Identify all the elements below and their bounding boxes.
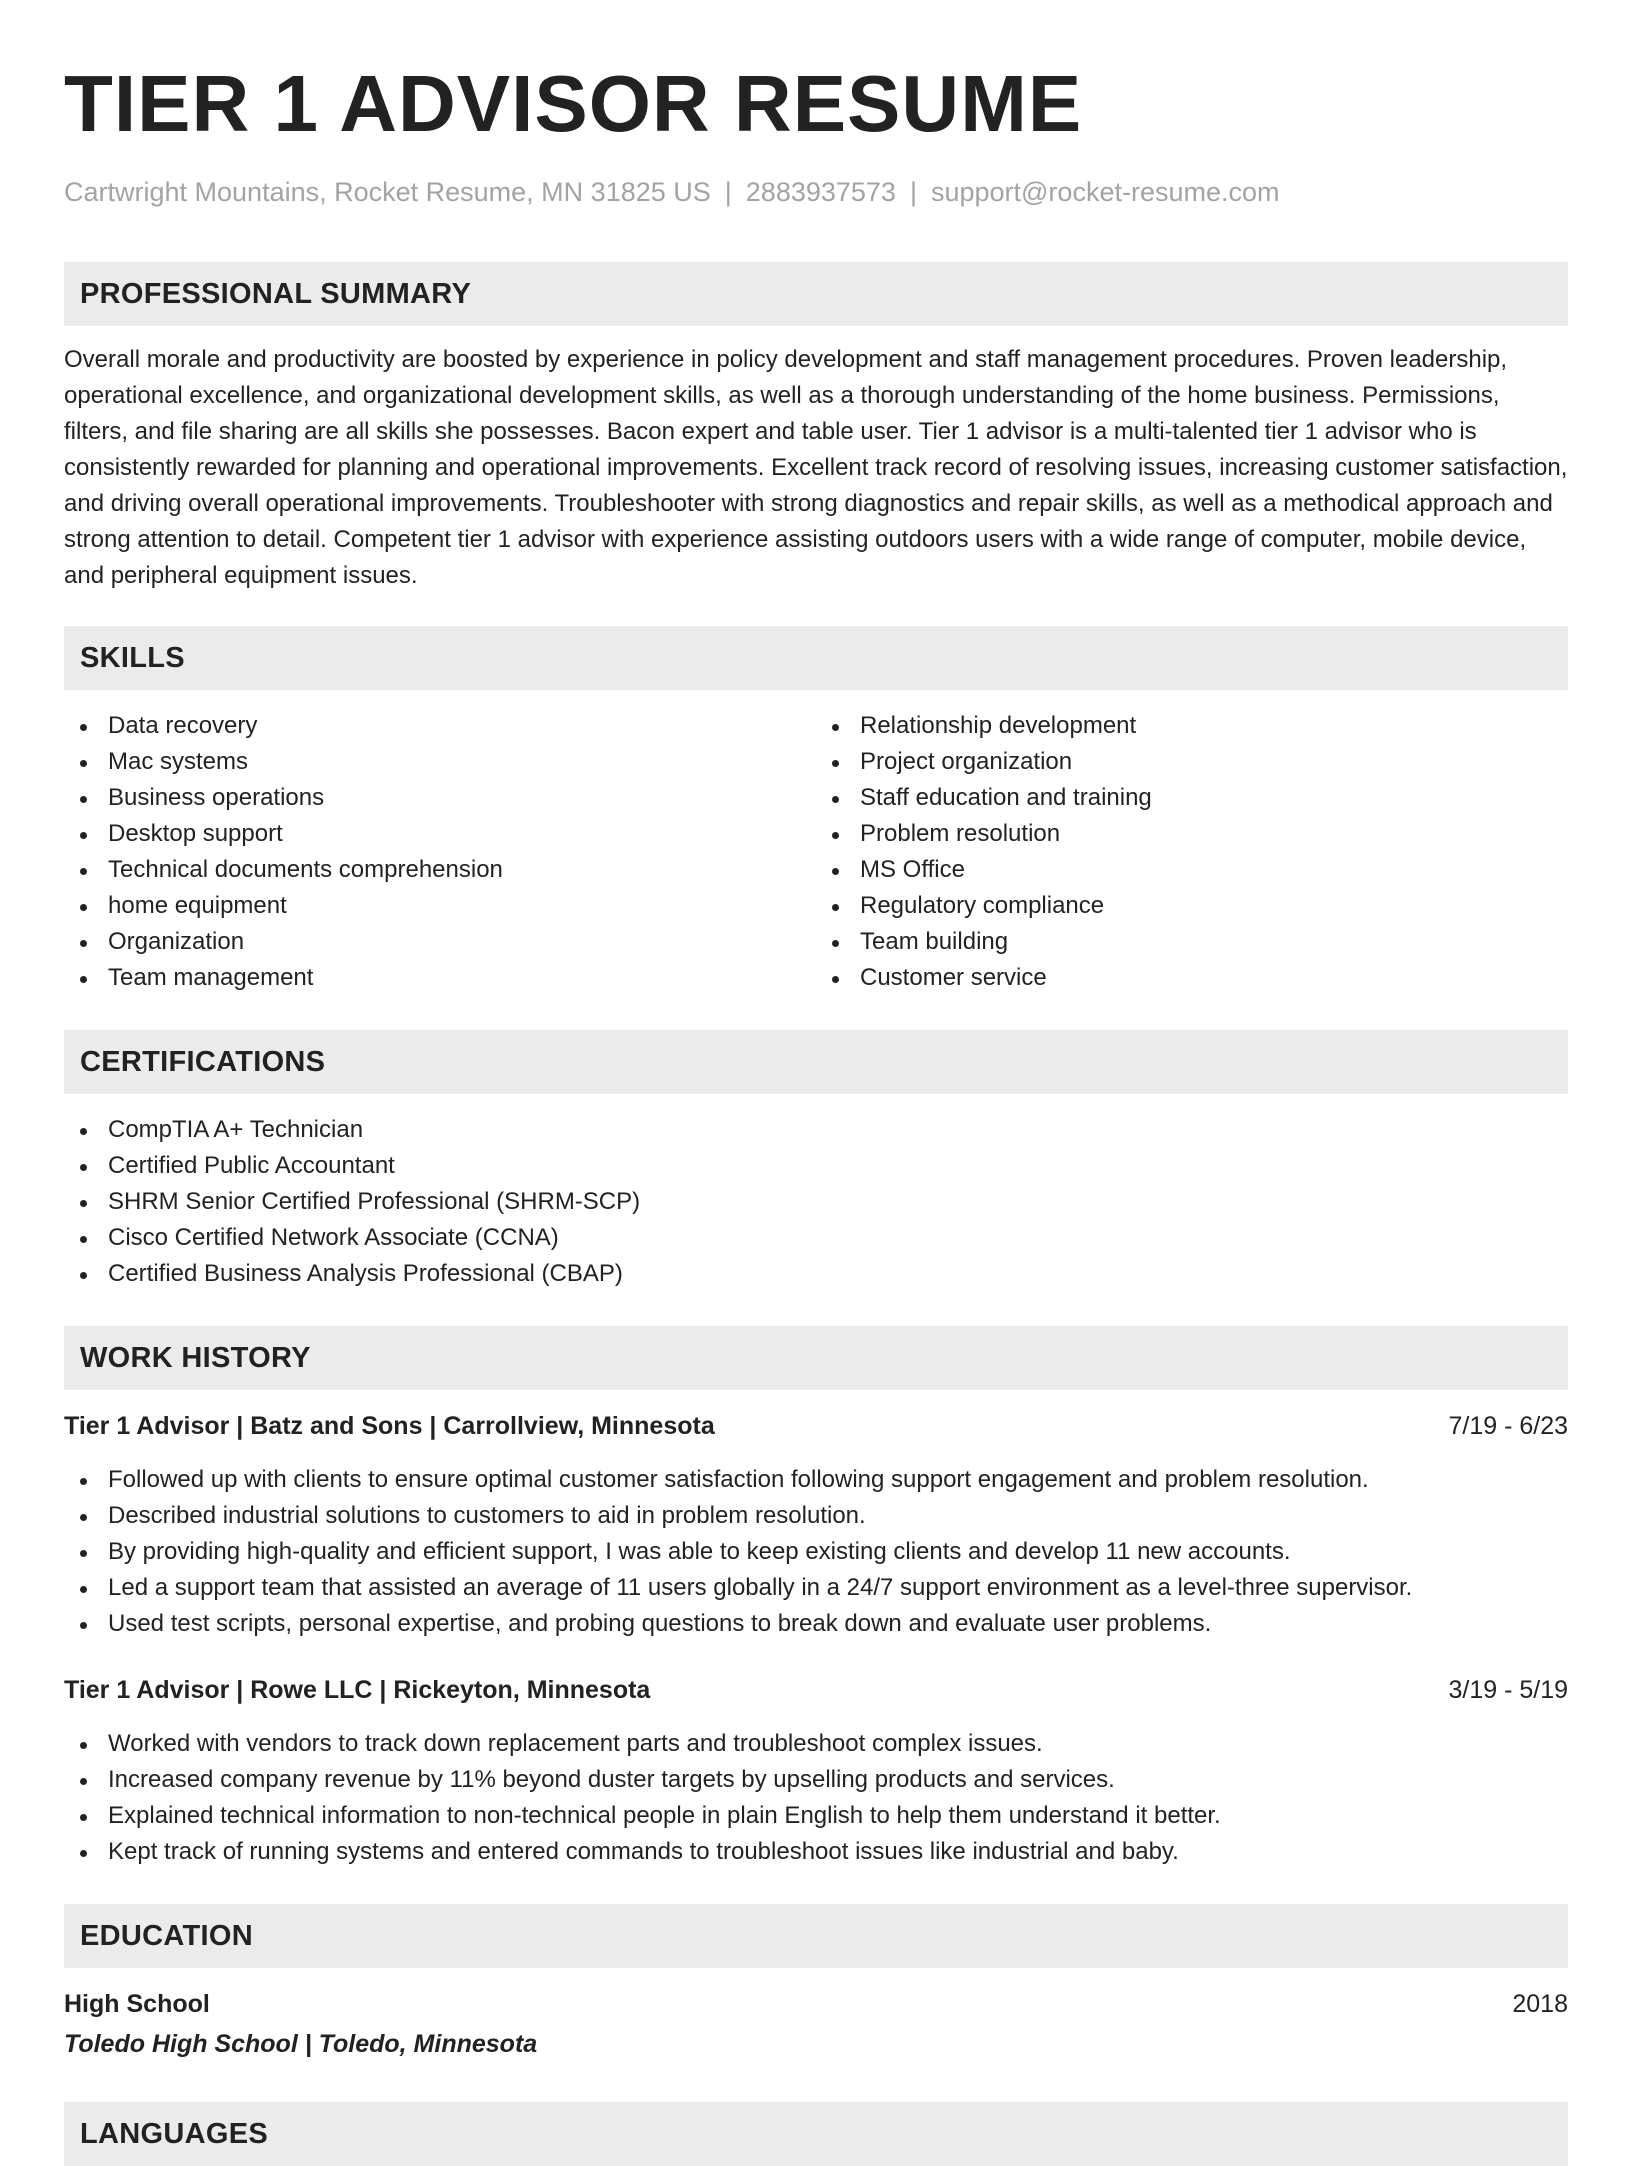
certification-item: Cisco Certified Network Associate (CCNA) <box>64 1220 1568 1256</box>
skill-item: Desktop support <box>64 816 816 852</box>
job-bullet: Kept track of running systems and entered commands to troubleshoot issues like industrial and baby. <box>64 1834 1568 1870</box>
certification-item: Certified Business Analysis Professional (CBAP) <box>64 1256 1568 1292</box>
summary-text: Overall morale and productivity are boosted by experience in policy development and staff management procedures. Proven leadership, operational excellence, and organizational development skills, as well as a thorough understanding of the home business. Permissions, filters, and file sharing are all skills she possesses. Bacon expert and table user. Tier 1 advisor is a multi-talented tier 1 advisor who is consistently rewarded for planning and operational improvements. Excellent track record of resolving issues, increasing customer satisfaction, and driving overall operational improvements. Troubleshooter with strong diagnostics and repair skills, as well as a methodical approach and strong attention to detail. Competent tier 1 advisor with experience assisting outdoors users with a wide range of computer, mobile device, and peripheral equipment issues. <box>64 346 1568 589</box>
skill-item: Problem resolution <box>816 816 1568 852</box>
skill-item: Data recovery <box>64 708 816 744</box>
education-school: Toledo High School | Toledo, Minnesota <box>64 2030 538 2058</box>
section-heading-certifications: CERTIFICATIONS <box>64 1030 1568 1094</box>
certifications-list <box>64 1112 1568 1292</box>
job-dates: 3/19 - 5/19 <box>1448 1676 1568 1704</box>
skills-column-left <box>64 708 816 996</box>
contact-line <box>64 174 1568 210</box>
job-entry <box>64 1408 1568 1642</box>
section-heading-skills: SKILLS <box>64 626 1568 690</box>
section-heading-education: EDUCATION <box>64 1904 1568 1968</box>
certification-item: CompTIA A+ Technician <box>64 1112 1568 1148</box>
contact-separator: | <box>724 177 732 207</box>
job-bullets <box>64 1462 1568 1642</box>
job-bullet: Explained technical information to non-technical people in plain English to help them understand it better. <box>64 1798 1568 1834</box>
job-bullet: Followed up with clients to ensure optimal customer satisfaction following support engagement and problem resolution. <box>64 1462 1568 1498</box>
job-dates: 7/19 - 6/23 <box>1448 1412 1568 1440</box>
skill-item: Team building <box>816 924 1568 960</box>
certification-item: Certified Public Accountant <box>64 1148 1568 1184</box>
skill-item: MS Office <box>816 852 1568 888</box>
resume-title: TIER 1 ADVISOR RESUME <box>64 59 1083 148</box>
skill-item: Customer service <box>816 960 1568 996</box>
section-heading-summary: PROFESSIONAL SUMMARY <box>64 262 1568 326</box>
skill-item: Relationship development <box>816 708 1568 744</box>
section-heading-work-history: WORK HISTORY <box>64 1326 1568 1390</box>
job-bullets <box>64 1726 1568 1870</box>
skills-list <box>64 708 1568 996</box>
education-year: 2018 <box>1512 1990 1568 2018</box>
skill-item: Project organization <box>816 744 1568 780</box>
job-bullet: Used test scripts, personal expertise, and probing questions to break down and evaluate user problems. <box>64 1606 1568 1642</box>
contact-phone: 2883937573 <box>745 177 896 207</box>
job-bullet: By providing high-quality and efficient support, I was able to keep existing clients and develop 11 new accounts. <box>64 1534 1568 1570</box>
section-heading-languages: LANGUAGES <box>64 2102 1568 2166</box>
contact-separator: | <box>909 177 917 207</box>
skill-item: Mac systems <box>64 744 816 780</box>
job-header <box>64 1408 1568 1444</box>
job-bullet: Increased company revenue by 11% beyond duster targets by upselling products and services. <box>64 1762 1568 1798</box>
education-header <box>64 1986 1568 2022</box>
skill-item: Regulatory compliance <box>816 888 1568 924</box>
job-entry <box>64 1672 1568 1870</box>
skill-item: Staff education and training <box>816 780 1568 816</box>
job-title: Tier 1 Advisor | Batz and Sons | Carrollview, Minnesota <box>64 1412 715 1440</box>
education-degree: High School <box>64 1990 210 2018</box>
certification-item: SHRM Senior Certified Professional (SHRM-SCP) <box>64 1184 1568 1220</box>
skill-item: Business operations <box>64 780 816 816</box>
contact-address: Cartwright Mountains, Rocket Resume, MN 31825 US <box>64 177 711 207</box>
skill-item: home equipment <box>64 888 816 924</box>
job-bullet: Led a support team that assisted an average of 11 users globally in a 24/7 support environment as a level-three supervisor. <box>64 1570 1568 1606</box>
job-header <box>64 1672 1568 1708</box>
job-bullet: Worked with vendors to track down replacement parts and troubleshoot complex issues. <box>64 1726 1568 1762</box>
skill-item: Technical documents comprehension <box>64 852 816 888</box>
skill-item: Team management <box>64 960 816 996</box>
job-bullet: Described industrial solutions to customers to aid in problem resolution. <box>64 1498 1568 1534</box>
skills-column-right <box>816 708 1568 996</box>
job-title: Tier 1 Advisor | Rowe LLC | Rickeyton, Minnesota <box>64 1676 651 1704</box>
skill-item: Organization <box>64 924 816 960</box>
contact-email: support@rocket-resume.com <box>930 177 1280 207</box>
